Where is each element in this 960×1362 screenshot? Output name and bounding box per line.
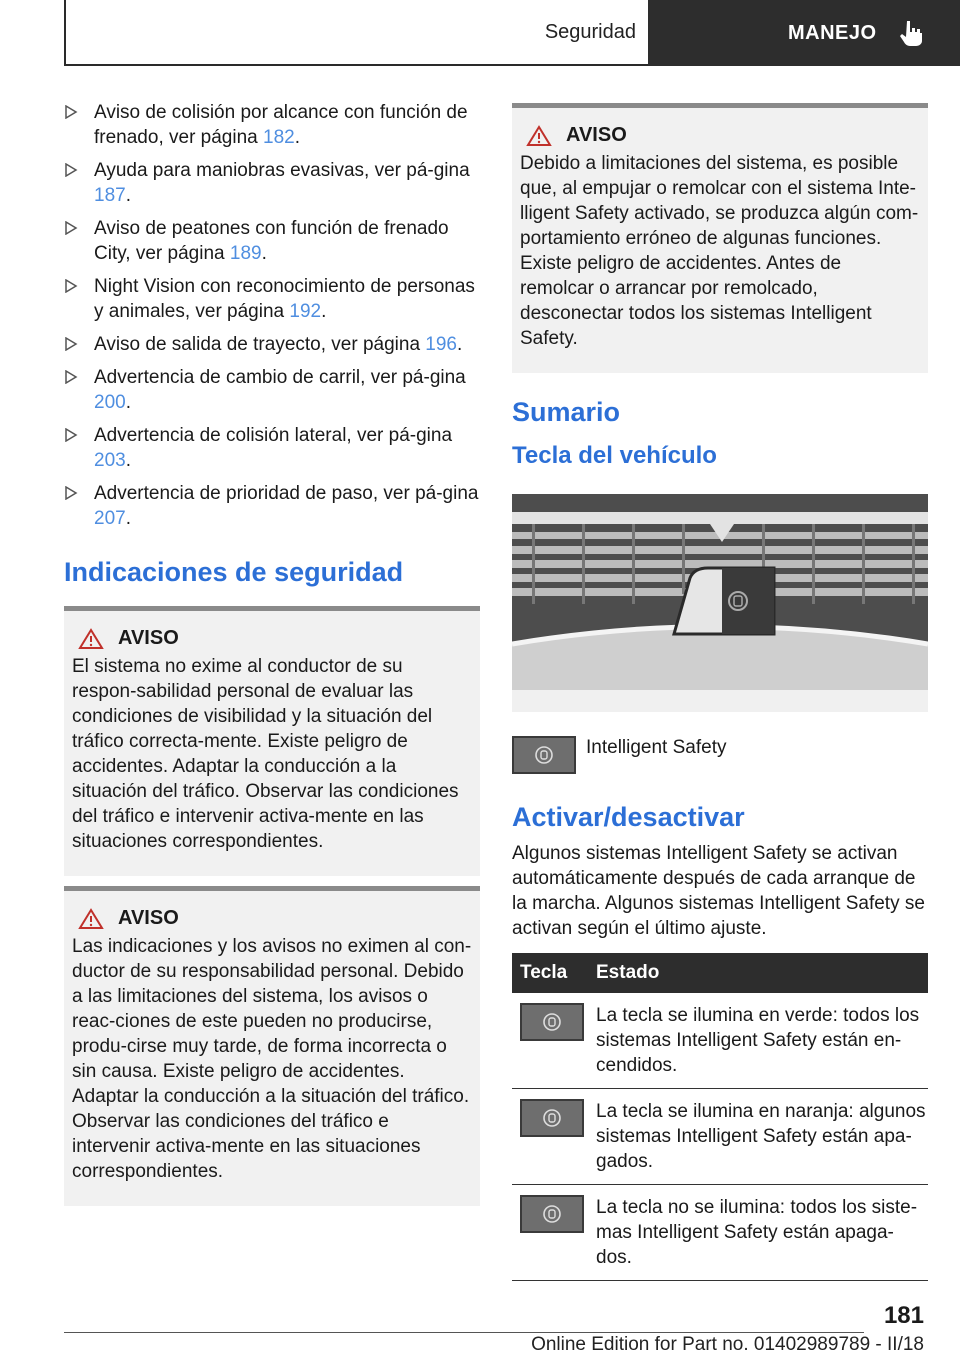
- list-item: Aviso de colisión por alcance con función de frenado, ver página 182.: [64, 100, 480, 150]
- page-number: 181: [883, 1302, 924, 1329]
- warning-box: [512, 103, 928, 373]
- footer-rule: [64, 1332, 864, 1333]
- warning-title: AVISO: [118, 627, 179, 649]
- key-label: Intelligent Safety: [586, 737, 727, 758]
- triangle-bullet-icon: [64, 428, 78, 442]
- key-status-table: [512, 953, 928, 1281]
- triangle-bullet-icon: [64, 370, 78, 384]
- page-link[interactable]: 196: [425, 334, 457, 355]
- warning-text: Debido a limitaciones del sistema, es posible que, al empujar o remolcar con el sistema Inte-lligent Safety activado, se produzca algún com-portamiento erróneo de algunas funciones. Existe peligro de accidentes. Antes de remolcar o arrancar por remolcado, desconectar todos los sistemas Intelligent Safety.: [520, 153, 919, 349]
- section-label: Seguridad: [544, 20, 636, 43]
- triangle-bullet-icon: [64, 486, 78, 500]
- triangle-bullet-icon: [64, 337, 78, 351]
- intelligent-safety-icon: [534, 745, 554, 765]
- table-header-row: [512, 953, 928, 993]
- chapter-label: MANEJO: [788, 21, 877, 44]
- warning-triangle-icon: [78, 628, 104, 650]
- intelligent-safety-button: [520, 1099, 584, 1137]
- warning-box: [64, 886, 480, 1206]
- sumario-heading: Sumario: [512, 397, 621, 427]
- column-header-state: Estado: [588, 953, 928, 993]
- triangle-bullet-icon: [64, 221, 78, 235]
- dashboard-vent-image: [512, 494, 928, 712]
- table-row: [512, 1185, 928, 1281]
- warning-box: [64, 606, 480, 876]
- list-item: Aviso de salida de trayecto, ver página 196.: [64, 332, 480, 357]
- intelligent-safety-button: [512, 736, 576, 774]
- list-item: Aviso de peatones con función de frenado City, ver página 189.: [64, 216, 480, 266]
- triangle-bullet-icon: [64, 279, 78, 293]
- page-link[interactable]: 187: [94, 185, 126, 206]
- table-cell-state: La tecla se ilumina en verde: todos los sistemas Intelligent Safety están en-cendidos.: [588, 993, 928, 1089]
- tecla-heading: Tecla del vehículo: [512, 442, 717, 469]
- intelligent-safety-icon: [542, 1012, 562, 1032]
- list-item: Advertencia de cambio de carril, ver pá-gina 200.: [64, 365, 480, 415]
- page-link[interactable]: 207: [94, 508, 126, 529]
- page-link[interactable]: 203: [94, 450, 126, 471]
- intelligent-safety-button: [520, 1003, 584, 1041]
- page-link[interactable]: 182: [263, 127, 295, 148]
- activar-heading: Activar/desactivar: [512, 802, 745, 832]
- safety-heading: Indicaciones de seguridad: [64, 557, 404, 587]
- warning-text: El sistema no exime al conductor de su respon-sabilidad personal de evaluar las condiciones de visibilidad y la situación del tráfico correcta-mente. Existe peligro de accidentes. Adaptar la conducción a la situación del tráfico. Observar las condiciones del tráfico e intervenir activa-mente en las situaciones correspondientes.: [72, 656, 459, 852]
- table-row: [512, 1089, 928, 1185]
- triangle-bullet-icon: [64, 163, 78, 177]
- header-chapter-tab: [648, 0, 960, 66]
- list-item: Advertencia de prioridad de paso, ver pá-gina 207.: [64, 481, 480, 531]
- key-legend-row: [512, 736, 928, 774]
- edition-text: Online Edition for Part no. 01402989789 - II/18: [531, 1334, 924, 1355]
- warning-title: AVISO: [566, 124, 627, 146]
- table-cell-state: La tecla no se ilumina: todos los siste-mas Intelligent Safety están apaga-dos.: [588, 1185, 928, 1281]
- assist-systems-list: [64, 100, 480, 531]
- triangle-bullet-icon: [64, 105, 78, 119]
- intelligent-safety-icon: [542, 1204, 562, 1224]
- list-item: Advertencia de colisión lateral, ver pá-gina 203.: [64, 423, 480, 473]
- list-item: Night Vision con reconocimiento de personas y animales, ver página 192.: [64, 274, 480, 324]
- hand-pointer-icon: [899, 19, 925, 47]
- header-rule: [64, 64, 648, 66]
- warning-triangle-icon: [78, 908, 104, 930]
- column-header-key: Tecla: [512, 953, 588, 993]
- header-section-title: [66, 0, 636, 64]
- intelligent-safety-icon: [542, 1108, 562, 1128]
- table-row: [512, 993, 928, 1089]
- left-column: [64, 100, 480, 1206]
- table-cell-state: La tecla se ilumina en naranja: algunos sistemas Intelligent Safety están apa-gados.: [588, 1089, 928, 1185]
- warning-text: Las indicaciones y los avisos no eximen al con-ductor de su responsabilidad personal. Debido a las limitaciones del sistema, los avisos o reac-ciones de este pueden no producirse, produ-cirse muy tarde, de forma incorrecta o sin causa. Existe peligro de accidentes. Adaptar la conducción a la situación del tráfico. Observar las condiciones del tráfico e intervenir activa-mente en las situaciones correspondientes.: [72, 936, 472, 1182]
- warning-triangle-icon: [526, 125, 552, 147]
- activar-text: Algunos sistemas Intelligent Safety se activan automáticamente después de cada arranque de la marcha. Algunos sistemas Intelligent Safety se activan según el último ajuste.: [512, 843, 925, 939]
- intelligent-safety-button: [520, 1195, 584, 1233]
- warning-title: AVISO: [118, 907, 179, 929]
- page-link[interactable]: 189: [229, 243, 262, 264]
- page-link[interactable]: 200: [94, 392, 126, 413]
- right-column: [512, 103, 928, 1281]
- vehicle-button-photo: [512, 494, 928, 712]
- page-link[interactable]: 192: [289, 301, 322, 322]
- list-item: Ayuda para maniobras evasivas, ver pá-gina 187.: [64, 158, 480, 208]
